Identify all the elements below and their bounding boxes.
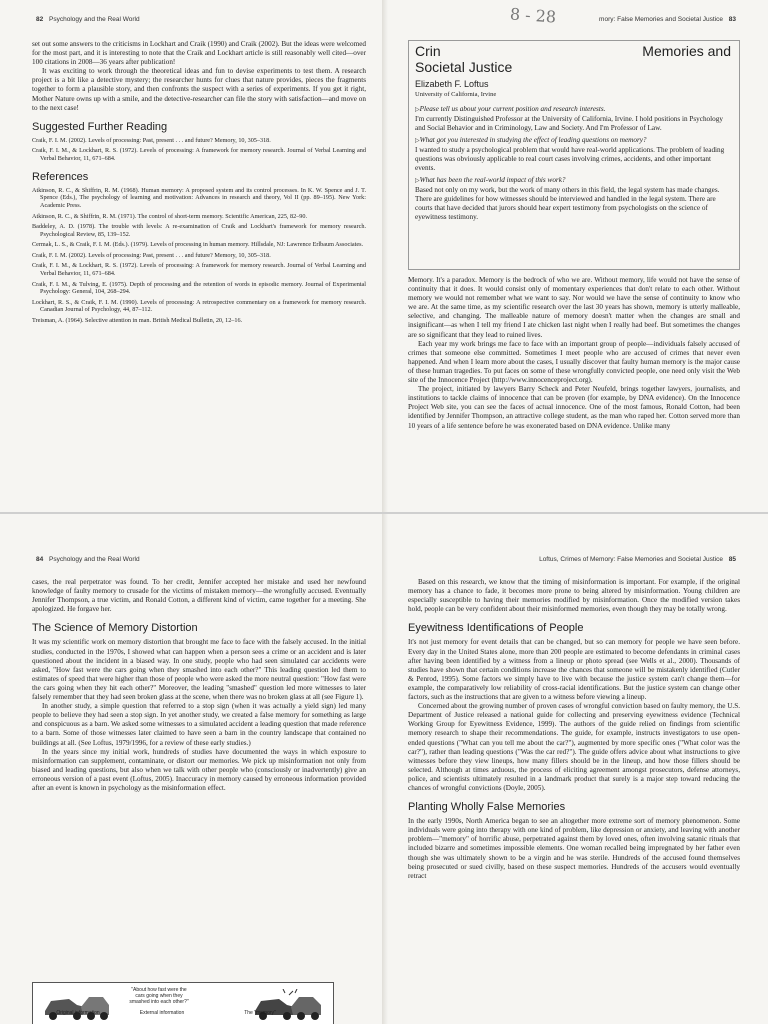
author-name: Elizabeth F. Loftus (415, 79, 489, 89)
paragraph: In the years since my initial work, hundreds of studies have documented the ways in which exposure to misinformation can supplement, contaminate, or distort our memories. We pick up misinformation not only from biased and leading questions, but also when we talk with other people who (consciously or inadvertently) give an erroneous version of a past event (Loftus, 2005). Inaccuracy in memory caused by erroneous information provided after an event is known in psychology as the misinformation effect. (32, 747, 366, 792)
figure-caption: Original information (56, 1010, 100, 1016)
page-85 (388, 514, 768, 1024)
interview-answer: I'm currently Distinguished Professor at the University of California, Irvine. I hold positions in Psychology and Social Behavior and in Criminology, Law and Society. And I'm Professor of Law. (415, 115, 723, 132)
paragraph: cases, the real perpetrator was found. To her credit, Jennifer accepted her mistake and used her newfound knowledge of faulty memory to crusade for the victims of mistaken memory—the wrongfully accused. Eventually Jennifer Thompson, a true victim, and Ronald Cotton, a different kind of victim, came together for a meeting. She apologized. He forgave her. (32, 578, 366, 614)
interview-question: ▷ Please tell us about your current position and research interests. (415, 105, 731, 115)
figure-1 (32, 982, 334, 1024)
paragraph: In the early 1990s, North America began to see an altogether more extreme sort of memory phenomenon. Some individuals were going into therapy with one kind of problem, like depression or anxiety, and leaving with another problem—"memory" of horrific abuse, perpetrated against them by loved ones, often involving satanic rituals that included bizarre and sometimes impossible elements. One woman recalled being impregnated by her father even though she was ultimately shown to be a virgin and he was sterile. Hundreds of the accused found themselves being prosecuted or sued civilly, based on these suspect memories. Hundreds of the accusers would eventually retract (408, 817, 740, 880)
paragraph: It was exciting to work through the theoretical ideas and fun to devise experiments to test them. A research project is a bit like a detective mystery; the researcher hunts for clues that nature provides, pieces the fragments together to form a plausible story, and then confronts the suspect with a series of experiments. If you get it right, Mother Nature owns up with a smile, and the detective-researcher can file the story with satisfaction—and move on to the next case! (32, 67, 366, 112)
interview-answer: Based not only on my work, but the work of many others in this field, the legal system has made changes. There are guidelines for how witnesses should be interviewed and handled in the legal system. There are courts that have decided that jurors should hear expert testimony from psychologists on the science of eyewitness testimony. (415, 186, 720, 221)
paragraph: It's not just memory for event details that can be changed, but so can memory for people we have seen before. Every day in the United States alone, more than 200 people are estimated to become defendants in criminal cases after having been identified by a witness from a lineup or photo spread (see Wells et al., 2000). Thousands of studies have shown that certain conditions increase the chances that someone will be mistakenly identified (Cutler & Penrod, 1995). Some factors we simply have to live with because the justice system can't change them—for example, the comparatively low reliability of cross-racial identifications. But the justice system can change other factors, such as the instructions that are given to a witness before viewing a lineup. (408, 638, 740, 702)
page-82 (0, 0, 382, 512)
paragraph: set out some answers to the criticisms in Lockhart and Craik (1990) and Craik (2002). But the ideas were welcomed for the most part, and it is interesting to note that the Craik and Lockhart article is still reasonably well cited—over 100 citations in 2008—36 years after publication! (32, 40, 366, 67)
running-head-text: Psychology and the Real World (49, 16, 140, 23)
running-head (32, 16, 140, 23)
interview-answer: I wanted to study a psychological problem that would have real-world applications. The problem of leading questions was obviously applicable to real court cases involving crimes, accidents, and other important events. (415, 146, 725, 172)
figure-caption: The "memory" (244, 1010, 276, 1016)
figure-quote: "About how fast were the cars going when they smashed into each other?" (129, 987, 189, 1005)
car-crash-memory-illustration (251, 989, 327, 1023)
body-column (32, 40, 366, 328)
reference: Cermak, L. S., & Craik, F. I. M. (Eds.). (1979). Levels of processing in human memory. Hillsdale, NJ: Lawrence Erlbaum Associates. (32, 241, 364, 249)
handwritten-note: 8 - 28 (509, 4, 557, 27)
spread-pages-84-85 (0, 512, 768, 1024)
page-number: 82 (36, 16, 44, 23)
page-83 (388, 0, 768, 512)
running-head (539, 556, 740, 563)
body-column (408, 578, 740, 881)
reference: Atkinson, R. C., & Shiffrin, R. M. (1971). The control of short-term memory. Scientific American, 225, 82–90. (32, 212, 308, 220)
car-crash-illustration (41, 989, 111, 1023)
page-number: 84 (36, 556, 44, 563)
section-heading: The Science of Memory Distortion (32, 622, 198, 635)
body-column (32, 578, 366, 793)
paragraph: Based on this research, we know that the timing of misinformation is important. For example, if the original memory has a chance to fade, it becomes more prone to being altered by misinformation. Young children are especially susceptible to having their memories modified by misinformation. Once the modified version takes hold, people can be very confident about their misinformed memories, even though they may be totally wrong. (408, 578, 740, 614)
reference: Baddeley, A. D. (1978). The trouble with levels: A re-examination of Craik and Lockhart's framework for memory research. Psychological Review, 85, 139–152. (32, 223, 366, 238)
paragraph: Concerned about the growing number of proven cases of wrongful conviction based on faulty memory, the U.S. Department of Justice released a national guide for collecting and preserving eyewitness evidence (Technical Working Group for Eyewitness Evidence, 1999). The authors of the guide relied on findings from scientific memory research to shape their recommendations. The guide, for example, instructs investigators to use open-ended questions ("What can you tell me about the car?"), augmented by more specific ones ("What color was the car?"), rather than leading questions ("Was the car red?"). The guide offers advice about what instructions to give witnesses before they view lineups, how many fillers should be in the lineup, and how those fillers should be selected. Although at times arduous, the process of eliciting agreement amongst prosecutors, defense attorneys, police, and scientists ultimately resulted in a landmark product that surely is a major step toward reducing the chances of wrongful convictions (Doyle, 2005). (408, 702, 740, 792)
paragraph: In another study, a simple question that referred to a stop sign (when it was actually a yield sign) led many people to believe they had seen a stop sign. In yet another study, we created a false memory for something as large and conspicuous as a barn. We asked some witnesses to a simulated accident a leading question that made reference to a barn. Some of those witnesses later claimed to have seen a barn in the country landscape that contained no buildings at all. (See Loftus, 1979/1996, for a review of these early studies.) (32, 702, 366, 747)
page-number: 85 (728, 556, 736, 563)
reference: Atkinson, R. C., & Shiffrin, R. M. (1968). Human memory: A proposed system and its control processes. In K. W. Spence and J. T. Spence (Eds.), The psychology of learning and motivation: Advances in research and theory, Vol II (pp. 89–195). New York: Academic Press. (32, 186, 366, 209)
running-head-text: Loftus, Crimes of Memory: False Memories and Societal Justice (539, 556, 723, 563)
reference: Craik, F. I. M. (2002). Levels of processing: Past, present . . . and future? Memory, 10, 305–318. (32, 251, 271, 259)
section-heading: Planting Wholly False Memories (408, 801, 566, 814)
running-head-text: mory: False Memories and Societal Justice (599, 16, 723, 23)
running-head-text: Psychology and the Real World (49, 556, 140, 563)
page-84 (0, 514, 382, 1024)
reference: Craik, F. I. M. (2002). Levels of processing: Past, present . . . and future? Memory, 10, 305–318. (32, 136, 271, 144)
reference: Craik, F. I. M., & Lockhart, R. S. (1972). Levels of processing: A framework for memory research. Journal of Verbal Learning and Verbal Behavior, 11, 671–684. (32, 147, 366, 163)
running-head (32, 556, 140, 563)
paragraph: Memory. It's a paradox. Memory is the bedrock of who we are. Without memory, life would not have the sense of continuity that it does. It would consist only of momentary experiences that don't relate to each other. Without memory we would not remember what we want to say. Nor would we have the sense of continuity to know who we are. At the same time, as my scientific research over the last 30 years has shown, memory is utterly malleable, selective, and changing. The malleable nature of memory doesn't matter when the changes are small and insignificant—as when I tell my friend I ate chicken last night when I really had beef. But sometimes the changes are so significant that they lead to ruined lives. (408, 276, 740, 339)
interview-question: ▷ What has been the real-world impact of this work? (415, 176, 731, 186)
page-number: 83 (728, 16, 736, 23)
body-column (408, 276, 740, 431)
section-heading: References (32, 170, 89, 183)
paragraph: The project, initiated by lawyers Barry Scheck and Peter Neufeld, brings together lawyers, journalists, and institutions to tackle claims of innocence that can be proven (for example, by DNA evidence). On the Innocence Project Web site, you can see the faces of actual innocence. One of the most famous, Ronald Cotton, had been identified by Jennifer Thompson, an attractive college student, as the man who raped her. Cotton served more than 10 years of a life sentence before he was exonerated based on DNA evidence. Unlike many (408, 385, 740, 430)
author-interview-box (408, 40, 740, 270)
reference: Craik, F. I. M., & Lockhart, R. S. (1972). Levels of processing: A framework for memory research. Journal of Verbal Learning and Verbal Behavior, 11, 671–684. (32, 262, 366, 278)
interview-question: ▷ What got you interested in studying the effect of leading questions on memory? (415, 136, 731, 146)
reference: Treisman, A. (1964). Selective attention in man. British Medical Bulletin, 20, 12–16. (32, 317, 243, 325)
paragraph: It was my scientific work on memory distortion that brought me face to face with the falsely accused. In the initial studies, conducted in the 1970s, I showed what can happen when a person sees a crime or an accident and is later questioned about the incident in a biased way. In one study, people who had seen simulated car accidents were asked, "How fast were the cars going when they smashed into each other?" This leading question led them to estimates of speed that were higher than those of people who were asked the more neutral question: "How fast were the cars going when they hit each other?" Moreover, the leading "smashed" question led more witnesses to later falsely remember that they had seen broken glass at the scene, when there was no broken glass at all (see Figure 1). (32, 638, 366, 702)
reference: Craik, F. I. M., & Tulving, E. (1975). Depth of processing and the retention of words in episodic memory. Journal of Experimental Psychology: General, 104, 268–294. (32, 280, 366, 296)
box-title-right: Memories and (642, 43, 731, 59)
section-heading: Suggested Further Reading (32, 120, 168, 133)
author-affiliation: University of California, Irvine (415, 91, 497, 98)
figure-caption: External information (139, 1010, 185, 1016)
reference: Lockhart, R. S., & Craik, F. I. M. (1990). Levels of processing: A retrospective commentary on a framework for memory research. Canadian Journal of Psychology, 44, 87–112. (32, 298, 366, 314)
section-heading: Eyewitness Identifications of People (408, 622, 584, 635)
box-title-left: Crin (415, 43, 441, 59)
running-head (599, 16, 740, 23)
interview-qa (415, 105, 731, 225)
paragraph: Each year my work brings me face to face with an important group of people—individuals falsely accused of crimes that someone else committed. Sometimes I meet people who are accused of crimes that never even happened. And when I learn more about the cases, I usually discover that faulty human memory is the major cause of these human tragedies. To put faces on some of these wrongfully convicted people, one need only visit the Web site of the Innocence Project (http://www.innocenceproject.org). (408, 339, 740, 385)
box-title-left-2: Societal Justice (415, 59, 513, 75)
